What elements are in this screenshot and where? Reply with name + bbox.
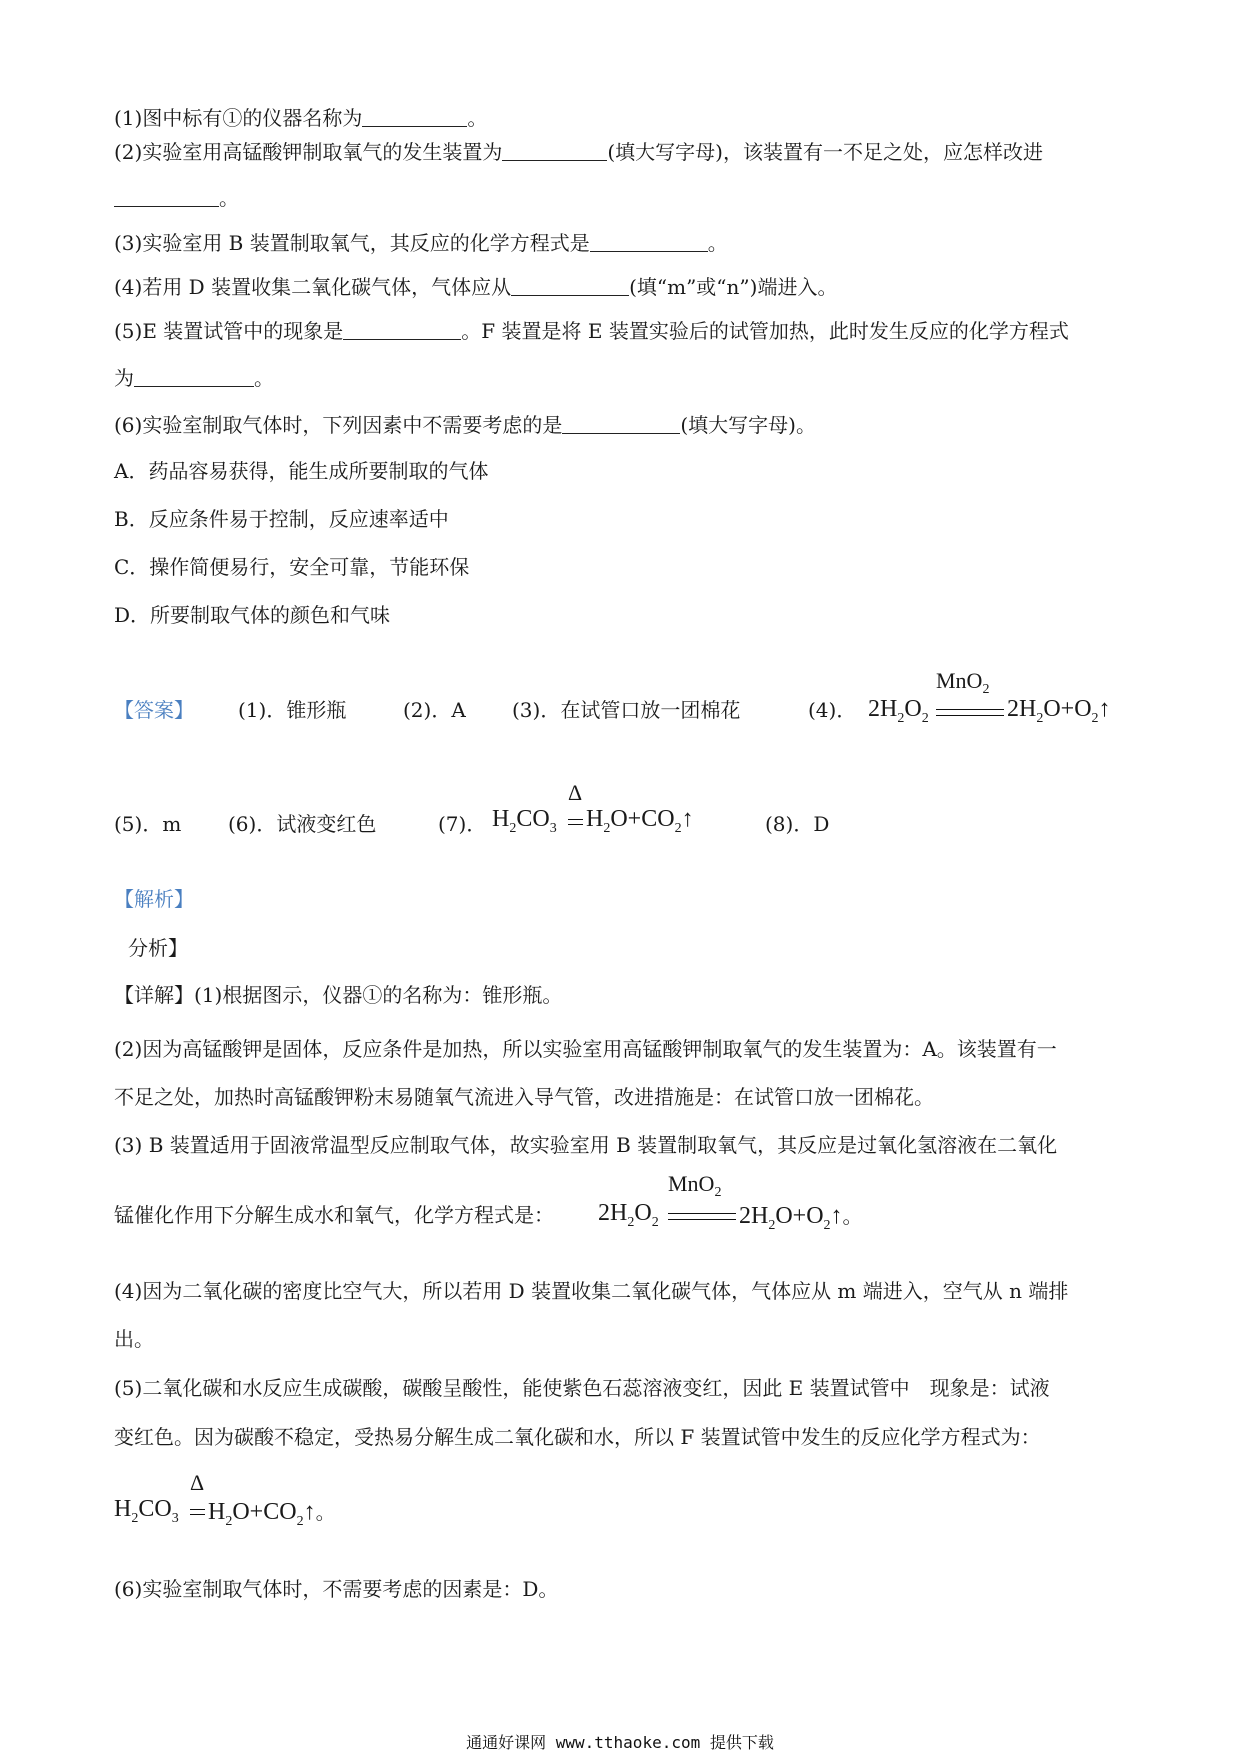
answer-tag: 【答案】 — [114, 698, 194, 722]
answer-blank — [590, 231, 708, 252]
answer-blank — [511, 275, 629, 296]
option-a: A．药品容易获得，能生成所要制取的气体 — [114, 459, 489, 483]
answer-6: (6)．试液变红色 — [228, 812, 377, 836]
answer-blank — [134, 366, 254, 387]
answer-8: (8)．D — [765, 812, 830, 836]
equation-h2o2-decomp-detail: $2H_2O_2$ MnO$_2$ $2H_2O+O_2↑$。 — [598, 1171, 863, 1233]
answer-4: (4)． — [808, 698, 857, 722]
equation-h2co3-decomp-detail: $H_2CO_3$ Δ $H_2O+CO_2↑$。 — [114, 1470, 336, 1529]
option-b: B．反应条件易于控制，反应速率适中 — [114, 507, 449, 531]
equation-double-line — [668, 1213, 736, 1220]
detail-2a: (2)因为高锰酸钾是固体，反应条件是加热，所以实验室用高锰酸钾制取氧气的发生装置为：A。该装置有一 — [114, 1037, 1057, 1061]
answer-2: (2)．A — [403, 698, 466, 722]
answer-7: (7)． — [438, 812, 487, 836]
option-c: C．操作简便易行，安全可靠，节能环保 — [114, 555, 470, 579]
answer-blank — [362, 106, 467, 127]
option-d: D．所要制取气体的颜色和气味 — [114, 603, 391, 627]
equation-h2co3-decomp: $H_2CO_3$ Δ $H_2O+CO_2↑$ — [492, 780, 694, 836]
answer-1: (1)．锥形瓶 — [238, 698, 347, 722]
answer-3: (3)．在试管口放一团棉花 — [512, 698, 741, 722]
up-arrow-icon: ↑ — [303, 1499, 316, 1525]
detail-5a: (5)二氧化碳和水反应生成碳酸，碳酸呈酸性，能使紫色石蕊溶液变红，因此 E 装置试管中 现象是：试液 — [114, 1376, 1050, 1400]
detail-5b: 变红色。因为碳酸不稳定，受热易分解生成二氧化碳和水，所以 F 装置试管中发生的反应化学方程式为： — [114, 1425, 1041, 1449]
detail-3b: 锰催化作用下分解生成水和氧气，化学方程式是： — [114, 1203, 554, 1227]
question-2-cont: 。 — [114, 183, 239, 213]
detail-2b: 不足之处，加热时高锰酸钾粉末易随氧气流进入导气管，改进措施是：在试管口放一团棉花。 — [114, 1085, 934, 1109]
analysis-tag: 【解析】 — [114, 887, 194, 911]
question-5: (5)E 装置试管中的现象是 。F 装置是将 E 装置实验后的试管加热，此时发生反应的化学方程式 — [114, 319, 1069, 343]
question-3: (3)实验室用 B 装置制取氧气，其反应的化学方程式是 。 — [114, 231, 728, 255]
analysis-fenxi: 分析】 — [128, 936, 188, 960]
detail-4b: 出。 — [114, 1327, 154, 1351]
equation-double-line — [190, 1509, 205, 1515]
question-2: (2)实验室用高锰酸钾制取氧气的发生装置为 (填大写字母)，该装置有一不足之处，应怎样改进 — [114, 140, 1043, 164]
answer-5: (5)．m — [114, 812, 182, 836]
answer-blank — [114, 186, 219, 207]
up-arrow-icon: ↑ — [830, 1203, 843, 1229]
detail-4a: (4)因为二氧化碳的密度比空气大，所以若用 D 装置收集二氧化碳气体，气体应从 m 端进入，空气从 n 端排 — [114, 1279, 1069, 1303]
equation-double-line — [568, 819, 583, 825]
answer-blank — [343, 319, 461, 340]
detail-3a: (3) B 装置适用于固液常温型反应制取气体，故实验室用 B 装置制取氧气，其反应是过氧化氢溶液在二氧化 — [114, 1133, 1058, 1157]
question-6: (6)实验室制取气体时，下列因素中不需要考虑的是 (填大写字母)。 — [114, 413, 816, 437]
footer-source: 通通好课网 www.tthaoke.com 提供下载 — [466, 1733, 774, 1752]
equation-h2o2-decomp: $2H_2O_2$ MnO$_2$ $2H_2O+O_2↑$ — [868, 668, 1111, 726]
answer-blank — [502, 140, 607, 161]
detail-1: 【详解】(1)根据图示，仪器①的名称为：锥形瓶。 — [114, 983, 563, 1007]
up-arrow-icon: ↑ — [681, 806, 694, 832]
question-4: (4)若用 D 装置收集二氧化碳气体，气体应从 (填“m”或“n”)端进入。 — [114, 275, 838, 299]
equation-double-line — [936, 709, 1004, 716]
answer-blank — [562, 413, 680, 434]
detail-6: (6)实验室制取气体时，不需要考虑的因素是：D。 — [114, 1577, 559, 1601]
question-5-cont: 为 。 — [114, 366, 274, 390]
up-arrow-icon: ↑ — [1098, 696, 1111, 722]
question-1: (1)图中标有①的仪器名称为 。 — [114, 106, 488, 130]
